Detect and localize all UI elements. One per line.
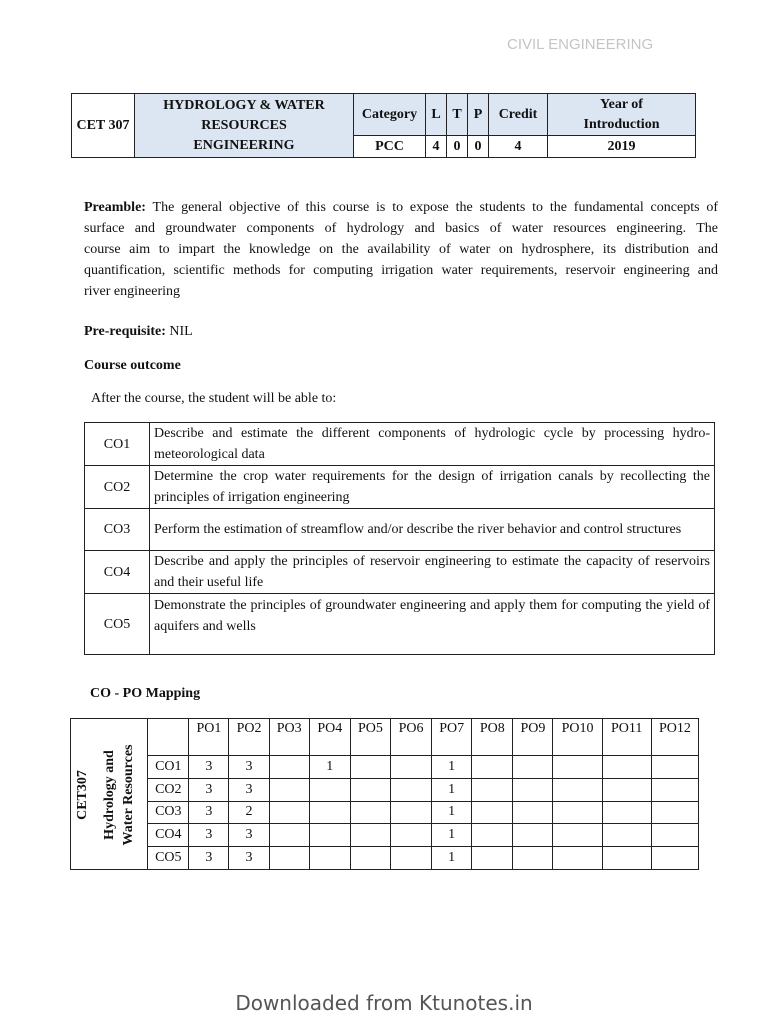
mapping-cell: 3 [229, 778, 269, 801]
mapping-cell: 3 [189, 847, 229, 870]
table-row [85, 509, 715, 551]
prerequisite-label: Pre-requisite: [84, 324, 166, 339]
side-title-line: Water Resources [121, 744, 136, 846]
mapping-corner [148, 719, 189, 756]
co-label: CO4 [148, 824, 189, 847]
mapping-cell [269, 824, 309, 847]
preamble-line: surface and groundwater components of hydrology and basics of water resources engineering. The [84, 221, 718, 236]
side-course-code: CET307 [75, 770, 90, 820]
preamble-paragraph [84, 197, 718, 302]
mapping-cell [390, 824, 431, 847]
mapping-cell [350, 824, 390, 847]
mapping-cell [472, 755, 513, 778]
prerequisite-value: NIL [169, 324, 193, 339]
mapping-cell [309, 847, 350, 870]
mapping-cell: 1 [432, 801, 472, 824]
footer-watermark: Downloaded from Ktunotes.in [235, 991, 533, 1015]
po-header: PO5 [350, 719, 390, 756]
category-value: PCC [354, 136, 426, 158]
mapping-cell: 1 [432, 847, 472, 870]
course-title-line: RESOURCES [201, 117, 287, 133]
credit-header: Credit [489, 94, 548, 136]
table-row [71, 755, 699, 778]
course-outcome-intro: After the course, the student will be able to: [91, 391, 337, 406]
mapping-cell [553, 824, 602, 847]
department-header: CIVIL ENGINEERING [507, 36, 654, 53]
co-label: CO5 [148, 847, 189, 870]
preamble-line: course aim to impart the knowledge on the availability of water on hydrosphere, its distribution and [84, 242, 718, 257]
p-header: P [468, 94, 489, 136]
co-label: CO3 [148, 801, 189, 824]
course-outcome-heading: Course outcome [84, 358, 181, 373]
category-header: Category [354, 94, 426, 136]
mapping-cell: 1 [309, 755, 350, 778]
credit-value: 4 [489, 136, 548, 158]
mapping-cell [651, 801, 698, 824]
course-title-line: ENGINEERING [193, 137, 295, 153]
co-label: CO2 [148, 778, 189, 801]
l-header: L [426, 94, 447, 136]
preamble-line: river engineering [84, 284, 181, 299]
table-row [85, 551, 715, 594]
po-header: PO9 [513, 719, 553, 756]
mapping-cell [513, 755, 553, 778]
co-po-mapping-table [70, 718, 699, 870]
outcome-text: Describe and apply the principles of reservoir engineering to estimate the capacity of reservoirs and their useful life [150, 551, 715, 594]
mapping-cell: 3 [189, 755, 229, 778]
mapping-cell: 1 [432, 778, 472, 801]
mapping-cell [553, 778, 602, 801]
mapping-cell [350, 801, 390, 824]
table-row [85, 594, 715, 655]
year-header: Year of Introduction [548, 94, 696, 136]
mapping-cell [602, 778, 651, 801]
outcome-code: CO4 [85, 551, 150, 594]
mapping-cell [602, 824, 651, 847]
mapping-cell [513, 847, 553, 870]
outcome-code: CO1 [85, 423, 150, 466]
mapping-cell [472, 801, 513, 824]
mapping-cell [350, 755, 390, 778]
course-code: CET 307 [72, 94, 135, 158]
co-label: CO1 [148, 755, 189, 778]
year-value: 2019 [548, 136, 696, 158]
mapping-cell: 1 [432, 824, 472, 847]
mapping-cell [390, 801, 431, 824]
mapping-cell [390, 778, 431, 801]
po-header: PO1 [189, 719, 229, 756]
side-title-line: Hydrology and [102, 750, 117, 840]
t-header: T [447, 94, 468, 136]
po-header: PO3 [269, 719, 309, 756]
po-header: PO11 [602, 719, 651, 756]
table-row [71, 847, 699, 870]
mapping-side-label [71, 719, 148, 870]
mapping-cell [651, 755, 698, 778]
mapping-cell [390, 755, 431, 778]
mapping-cell: 3 [189, 801, 229, 824]
mapping-cell [350, 847, 390, 870]
mapping-cell [309, 778, 350, 801]
l-value: 4 [426, 136, 447, 158]
mapping-cell [472, 824, 513, 847]
outcome-code: CO3 [85, 509, 150, 551]
mapping-cell [269, 755, 309, 778]
outcome-text: Describe and estimate the different components of hydrologic cycle by processing hydro-meteorological data [150, 423, 715, 466]
course-title [135, 94, 354, 158]
p-value: 0 [468, 136, 489, 158]
mapping-cell [472, 778, 513, 801]
mapping-cell [513, 778, 553, 801]
table-row [85, 423, 715, 466]
preamble-label: Preamble: [84, 200, 146, 215]
mapping-cell [269, 801, 309, 824]
po-header: PO4 [309, 719, 350, 756]
mapping-title: CO - PO Mapping [90, 686, 201, 701]
po-header: PO8 [472, 719, 513, 756]
mapping-cell: 2 [229, 801, 269, 824]
outcome-code: CO2 [85, 466, 150, 509]
outcome-text: Determine the crop water requirements for the design of irrigation canals by recollecting the principles of irrigation engineering [150, 466, 715, 509]
outcome-text: Demonstrate the principles of groundwater engineering and apply them for computing the yield of aquifers and wells [150, 594, 715, 655]
mapping-cell: 3 [189, 778, 229, 801]
mapping-cell: 3 [229, 847, 269, 870]
side-course-title [100, 745, 138, 846]
mapping-cell [513, 824, 553, 847]
mapping-cell [553, 801, 602, 824]
mapping-cell [350, 778, 390, 801]
mapping-cell [651, 824, 698, 847]
mapping-cell [553, 847, 602, 870]
mapping-cell: 3 [189, 824, 229, 847]
outcome-text: Perform the estimation of streamflow and/or describe the river behavior and control structures [150, 509, 715, 551]
mapping-cell [602, 801, 651, 824]
mapping-cell [390, 847, 431, 870]
table-row [71, 719, 699, 756]
preamble-line: quantification, scientific methods for computing irrigation water requirements, reservoir engineering and [84, 263, 718, 278]
preamble-line [84, 197, 718, 218]
mapping-cell: 1 [432, 755, 472, 778]
po-header: PO2 [229, 719, 269, 756]
mapping-cell [269, 778, 309, 801]
table-row [71, 801, 699, 824]
prerequisite [84, 321, 718, 342]
po-header: PO12 [651, 719, 698, 756]
po-header: PO6 [390, 719, 431, 756]
mapping-cell [553, 755, 602, 778]
table-row [71, 778, 699, 801]
outcome-code: CO5 [85, 594, 150, 655]
mapping-cell [602, 847, 651, 870]
course-title-line: HYDROLOGY & WATER [163, 97, 325, 113]
mapping-cell [651, 778, 698, 801]
mapping-cell: 3 [229, 755, 269, 778]
po-header: PO10 [553, 719, 602, 756]
mapping-cell [269, 847, 309, 870]
mapping-cell: 3 [229, 824, 269, 847]
mapping-cell [602, 755, 651, 778]
table-row [71, 824, 699, 847]
course-info-table [71, 93, 696, 158]
mapping-cell [309, 824, 350, 847]
course-outcome-table [84, 422, 715, 655]
po-header: PO7 [432, 719, 472, 756]
mapping-cell [513, 801, 553, 824]
table-row [85, 466, 715, 509]
preamble-text: The general objective of this course is to expose the students to the fundamental concepts of [152, 200, 719, 215]
mapping-cell [472, 847, 513, 870]
t-value: 0 [447, 136, 468, 158]
mapping-cell [651, 847, 698, 870]
mapping-cell [309, 801, 350, 824]
